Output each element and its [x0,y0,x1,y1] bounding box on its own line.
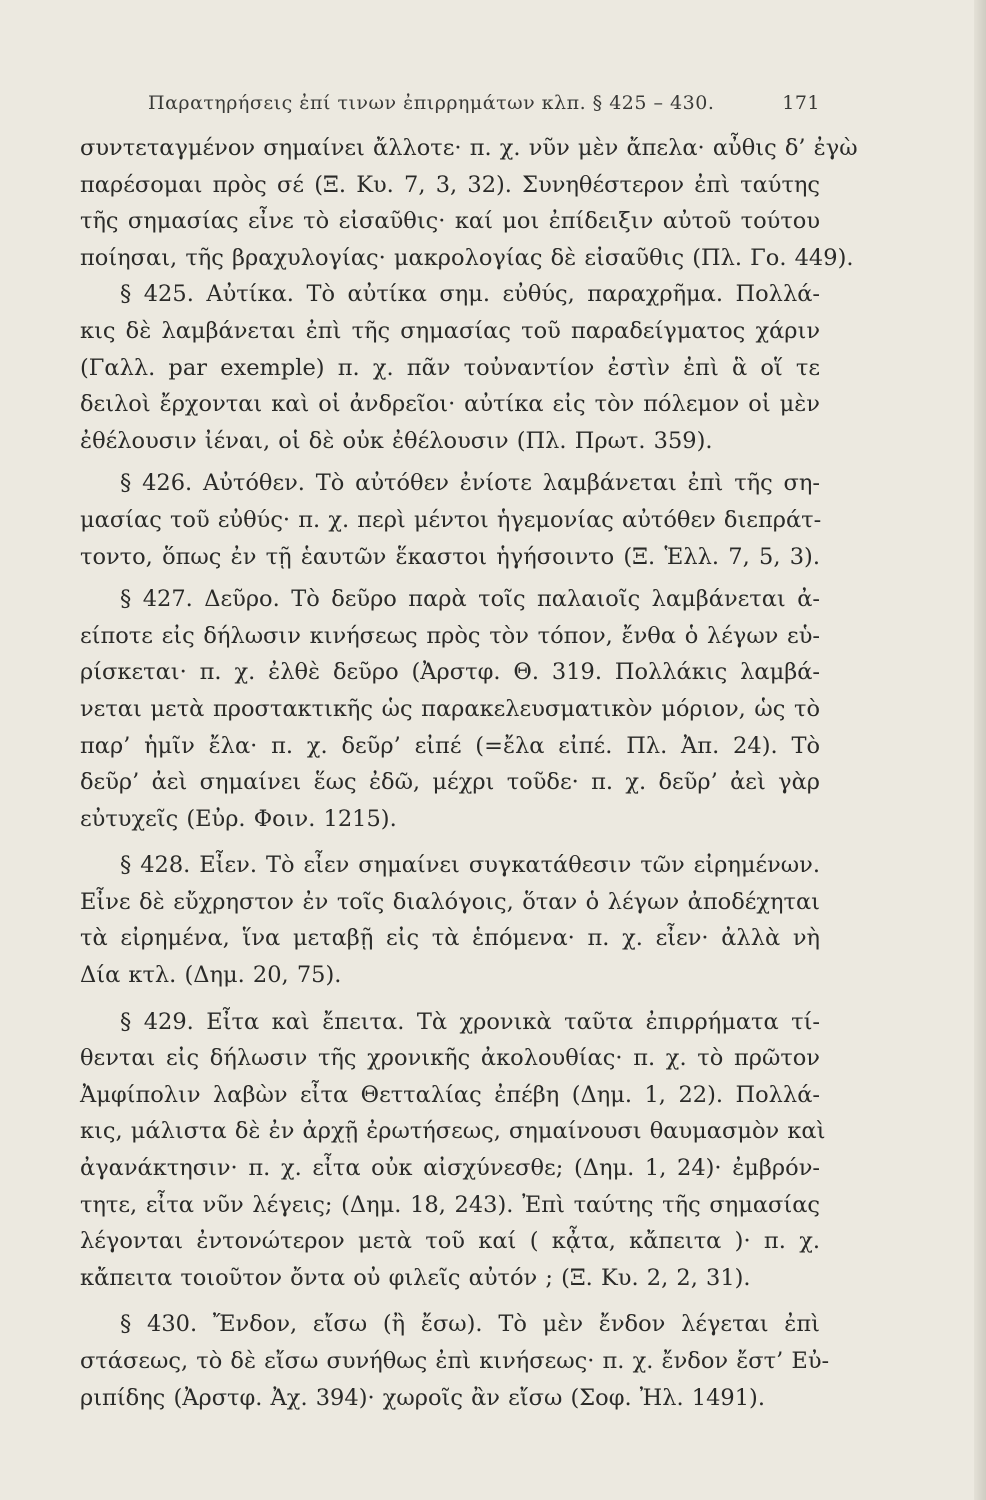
section-425-heading: § 425. Αὐτίκα. Τὸ αὐτίκα σημ. εὐθύς, παραχρῆμα. Πολλά- [120,281,820,308]
text-line: δειλοὶ ἔρχονται καὶ οἱ ἀνδρεῖοι· αὐτίκα εἰς τὸν πόλεμον οἱ μὲν [80,391,820,418]
text-line: κἄπειτα τοιοῦτον ὄντα οὐ φιλεῖς αὐτόν ; (Ξ. Κυ. 2, 2, 31). [80,1264,751,1291]
text-line: εὐτυχεῖς (Εὐρ. Φοιν. 1215). [80,805,397,832]
page-number: 171 [782,92,820,114]
text-line: παρ’ ἡμῖν ἔλα· π. χ. δεῦρ’ εἰπέ (=ἔλα εἰπέ. Πλ. Ἀπ. 24). Τὸ [80,732,820,759]
text-line: κις δὲ λαμβάνεται ἐπὶ τῆς σημασίας τοῦ παραδείγματος χάριν [80,317,820,344]
text-line: Δία κτλ. (Δημ. 20, 75). [80,962,342,989]
section-426-heading: § 426. Αὐτόθεν. Τὸ αὐτόθεν ἐνίοτε λαμβάνεται ἐπὶ τῆς ση- [120,470,820,497]
text-line: θενται εἰς δήλωσιν τῆς χρονικῆς ἀκολουθίας· π. χ. τὸ πρῶτον [80,1045,820,1072]
text-line: παρέσομαι πρὸς σέ (Ξ. Κυ. 7, 3, 32). Συνηθέστερον ἐπὶ ταύτης [80,171,820,198]
page-edge [974,0,986,1500]
running-header [148,92,820,124]
text-line: στάσεως, τὸ δὲ εἴσω συνήθως ἐπὶ κινήσεως· π. χ. ἔνδον ἔστ’ Εὐ- [80,1348,830,1374]
section-428-heading: § 428. Εἶεν. Τὸ εἶεν σημαίνει συγκατάθεσιν τῶν εἰρημένων. [120,852,820,879]
running-title: Παρατηρήσεις ἐπί τινων ἐπιρρημάτων κλπ. § 425 – 430. [148,92,715,114]
text-line: ἐθέλουσιν ἰέναι, οἱ δὲ οὐκ ἐθέλουσιν (Πλ. Πρωτ. 359). [80,427,713,454]
text-line: κις, μάλιστα δὲ ἐν ἀρχῇ ἐρωτήσεως, σημαίνουσι θαυμασμὸν καὶ [80,1118,826,1145]
text-line: ρίσκεται· π. χ. ἐλθὲ δεῦρο (Ἀρστφ. Θ. 319. Πολλάκις λαμβά- [80,659,820,686]
text-line: τητε, εἶτα νῦν λέγεις; (Δημ. 18, 243). Ἐπὶ ταύτης τῆς σημασίας [80,1191,820,1218]
text-line: λέγονται ἐντονώτερον μετὰ τοῦ καί ( κᾆτα, κἄπειτα )· π. χ. [80,1228,820,1255]
text-line: ποίησαι, τῆς βραχυλογίας· μακρολογίας δὲ εἰσαῦθις (Πλ. Γο. 449). [80,244,854,271]
section-427-heading: § 427. Δεῦρο. Τὸ δεῦρο παρὰ τοῖς παλαιοῖς λαμβάνεται ἀ- [120,586,820,613]
text-line: συντεταγμένον σημαίνει ἄλλοτε· π. χ. νῦν μὲν ἄπελα· αὖθις δ’ ἐγὼ [80,135,858,161]
text-line: ριπίδης (Ἀρστφ. Ἀχ. 394)· χωροῖς ἂν εἴσω (Σοφ. Ἠλ. 1491). [80,1384,765,1411]
text-line: δεῦρ’ ἀεὶ σημαίνει ἕως ἐδῶ, μέχρι τοῦδε· π. χ. δεῦρ’ ἀεὶ γὰρ [80,769,820,796]
text-line: Εἶνε δὲ εὔχρηστον ἐν τοῖς διαλόγοις, ὅταν ὁ λέγων ἀποδέχηται [80,888,820,915]
section-429-heading: § 429. Εἶτα καὶ ἔπειτα. Τὰ χρονικὰ ταῦτα ἐπιρρήματα τί- [120,1008,820,1035]
text-line: (Γαλλ. par exemple) π. χ. πᾶν τοὐναντίον ἐστὶν ἐπὶ ἃ οἵ τε [80,354,820,381]
text-line: είποτε εἰς δήλωσιν κινήσεως πρὸς τὸν τόπον, ἔνθα ὁ λέγων εὑ- [80,622,820,649]
text-line: νεται μετὰ προστακτικῆς ὡς παρακελευσματικὸν μόριον, ὡς τὸ [80,695,820,722]
text-line: ἀγανάκτησιν· π. χ. εἶτα οὐκ αἰσχύνεσθε; (Δημ. 1, 24)· ἐμβρόν- [80,1155,820,1182]
text-line: μασίας τοῦ εὐθύς· π. χ. περὶ μέντοι ἡγεμονίας αὐτόθεν διεπράτ- [80,506,822,533]
text-line: τῆς σημασίας εἶνε τὸ εἰσαῦθις· καί μοι ἐπίδειξιν αὐτοῦ τούτου [80,208,820,235]
body-text [80,130,858,1416]
text-line: τὰ εἰρημένα, ἵνα μεταβῇ εἰς τὰ ἑπόμενα· π. χ. εἶεν· ἀλλὰ νὴ [80,925,820,952]
text-line: Ἀμφίπολιν λαβὼν εἶτα Θετταλίας ἐπέβη (Δημ. 1, 22). Πολλά- [80,1081,820,1108]
text-line: τοντο, ὅπως ἐν τῇ ἑαυτῶν ἕκαστοι ἡγήσοιντο (Ξ. Ἑλλ. 7, 5, 3). [80,543,820,570]
section-430-heading: § 430. Ἔνδον, εἴσω (ἢ ἔσω). Τὸ μὲν ἔνδον λέγεται ἐπὶ [120,1311,820,1338]
